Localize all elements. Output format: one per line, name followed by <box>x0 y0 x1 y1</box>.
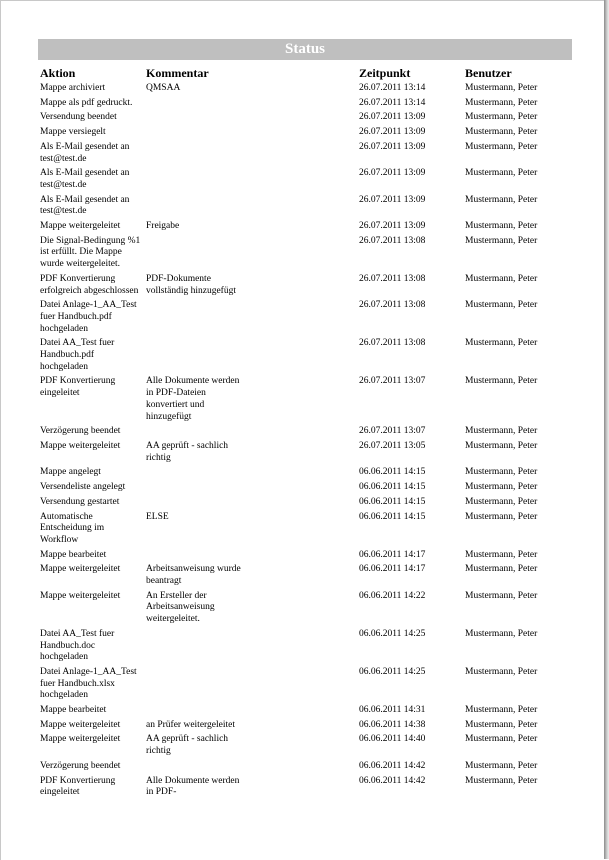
cell-zeitpunkt <box>357 774 463 800</box>
cell-benutzer <box>463 562 578 588</box>
cell-zeitpunkt-text: 26.07.2011 13:08 <box>359 273 426 284</box>
cell-aktion-text: Mappe weitergeleitet <box>40 734 121 745</box>
cell-zeitpunkt-text: 06.06.2011 14:40 <box>359 734 426 745</box>
cell-kommentar <box>144 732 357 758</box>
cell-aktion-text: Datei Anlage-1_AA_Test fuer Handbuch.pdf hochgeladen <box>40 300 137 334</box>
cell-kommentar <box>144 665 357 703</box>
table-row <box>38 480 578 495</box>
cell-benutzer-text: Mustermann, Peter <box>465 775 538 786</box>
cell-benutzer <box>463 96 578 111</box>
cell-benutzer-text: Mustermann, Peter <box>465 496 538 507</box>
cell-benutzer-text: Mustermann, Peter <box>465 112 538 123</box>
cell-benutzer-text: Mustermann, Peter <box>465 719 538 730</box>
cell-aktion-text: Mappe weitergeleitet <box>40 440 121 451</box>
cell-zeitpunkt <box>357 140 463 166</box>
cell-benutzer <box>463 81 578 96</box>
table-row <box>38 81 578 96</box>
cell-benutzer <box>463 424 578 439</box>
cell-zeitpunkt-text: 26.07.2011 13:14 <box>359 83 426 93</box>
cell-zeitpunkt-text: 06.06.2011 14:17 <box>359 549 426 560</box>
cell-aktion-text: Mappe weitergeleitet <box>40 719 121 730</box>
cell-benutzer <box>463 732 578 758</box>
cell-zeitpunkt <box>357 219 463 234</box>
cell-zeitpunkt-text: 06.06.2011 14:15 <box>359 496 426 507</box>
cell-aktion <box>38 272 144 298</box>
cell-aktion-text: Die Signal-Bedingung %1 ist erfüllt. Die Mappe wurde weitergeleitet. <box>40 235 141 270</box>
table-header-row <box>38 64 578 81</box>
cell-aktion-text: Mappe angelegt <box>40 467 101 478</box>
cell-aktion-text: PDF Konvertierung erfolgreich abgeschlossen <box>40 273 139 296</box>
table-row <box>38 219 578 234</box>
cell-aktion <box>38 548 144 563</box>
cell-zeitpunkt-text: 06.06.2011 14:25 <box>359 666 426 677</box>
cell-benutzer <box>463 465 578 480</box>
table-row <box>38 718 578 733</box>
cell-kommentar <box>144 298 357 336</box>
cell-zeitpunkt-text: 26.07.2011 13:09 <box>359 221 426 232</box>
table-row <box>38 298 578 336</box>
cell-kommentar <box>144 627 357 665</box>
cell-aktion <box>38 480 144 495</box>
cell-benutzer <box>463 627 578 665</box>
cell-benutzer-text: Mustermann, Peter <box>465 127 538 138</box>
cell-zeitpunkt-text: 26.07.2011 13:05 <box>359 440 426 451</box>
cell-aktion-text: Als E-Mail gesendet an test@test.de <box>40 141 130 164</box>
cell-zeitpunkt <box>357 703 463 718</box>
table-row <box>38 703 578 718</box>
column-header-aktion: Aktion <box>40 66 76 80</box>
column-header-kommentar: Kommentar <box>146 66 209 80</box>
table-row <box>38 424 578 439</box>
table-row <box>38 627 578 665</box>
cell-aktion-text: Mappe weitergeleitet <box>40 564 121 575</box>
cell-benutzer <box>463 110 578 125</box>
table-row <box>38 272 578 298</box>
table-row <box>38 562 578 588</box>
cell-zeitpunkt <box>357 336 463 374</box>
cell-aktion <box>38 732 144 758</box>
cell-zeitpunkt <box>357 81 463 96</box>
cell-kommentar <box>144 336 357 374</box>
cell-aktion <box>38 465 144 480</box>
cell-aktion-text: Datei AA_Test fuer Handbuch.pdf hochgeladen <box>40 338 115 372</box>
cell-kommentar <box>144 166 357 192</box>
cell-aktion <box>38 110 144 125</box>
cell-aktion-text: Mappe bearbeitet <box>40 705 107 716</box>
cell-aktion-text: Versendung beendet <box>40 112 117 123</box>
cell-benutzer-text: Mustermann, Peter <box>465 194 538 205</box>
table-row <box>38 234 578 272</box>
cell-aktion <box>38 234 144 272</box>
cell-zeitpunkt <box>357 374 463 424</box>
cell-aktion <box>38 627 144 665</box>
cell-aktion-text: Automatische Entscheidung im Workflow <box>40 511 105 545</box>
cell-aktion <box>38 510 144 548</box>
column-header-benutzer: Benutzer <box>465 66 512 80</box>
cell-benutzer-text: Mustermann, Peter <box>465 168 538 179</box>
cell-aktion <box>38 439 144 465</box>
cell-aktion <box>38 81 144 96</box>
cell-kommentar-text: Alle Dokumente werden in PDF-Dateien konvertiert und hinzugefügt <box>146 376 240 422</box>
cell-benutzer-text: Mustermann, Peter <box>465 734 538 745</box>
cell-kommentar <box>144 759 357 774</box>
cell-aktion <box>38 219 144 234</box>
cell-aktion <box>38 562 144 588</box>
cell-aktion <box>38 665 144 703</box>
table-row <box>38 193 578 219</box>
cell-benutzer-text: Mustermann, Peter <box>465 97 538 108</box>
cell-benutzer <box>463 374 578 424</box>
cell-aktion <box>38 96 144 111</box>
cell-benutzer-text: Mustermann, Peter <box>465 376 538 387</box>
cell-aktion <box>38 125 144 140</box>
cell-kommentar-text: An Ersteller der Arbeitsanweisung weitergeleitet. <box>146 590 215 625</box>
cell-aktion <box>38 193 144 219</box>
cell-aktion-text: Mappe archiviert <box>40 83 106 93</box>
cell-zeitpunkt <box>357 548 463 563</box>
cell-benutzer-text: Mustermann, Peter <box>465 511 538 522</box>
cell-aktion <box>38 703 144 718</box>
cell-zeitpunkt <box>357 665 463 703</box>
cell-zeitpunkt-text: 06.06.2011 14:15 <box>359 511 426 522</box>
cell-benutzer <box>463 759 578 774</box>
cell-kommentar-text: ELSE <box>146 511 169 522</box>
cell-benutzer <box>463 166 578 192</box>
cell-benutzer-text: Mustermann, Peter <box>465 590 538 601</box>
cell-benutzer <box>463 495 578 510</box>
cell-zeitpunkt <box>357 424 463 439</box>
cell-kommentar-text: an Prüfer weitergeleitet <box>146 719 235 730</box>
cell-zeitpunkt <box>357 125 463 140</box>
cell-zeitpunkt <box>357 193 463 219</box>
cell-aktion-text: Versendeliste angelegt <box>40 482 126 493</box>
cell-benutzer <box>463 140 578 166</box>
cell-benutzer <box>463 589 578 627</box>
cell-benutzer-text: Mustermann, Peter <box>465 482 538 493</box>
cell-zeitpunkt-text: 06.06.2011 14:31 <box>359 705 426 716</box>
table-row <box>38 166 578 192</box>
cell-zeitpunkt <box>357 166 463 192</box>
cell-zeitpunkt <box>357 96 463 111</box>
cell-aktion <box>38 374 144 424</box>
cell-kommentar-text: PDF-Dokumente vollständig hinzugefügt <box>146 273 236 296</box>
cell-kommentar-text: AA geprüft - sachlich richtig <box>146 440 229 463</box>
cell-benutzer-text: Mustermann, Peter <box>465 83 538 93</box>
cell-zeitpunkt-text: 26.07.2011 13:07 <box>359 426 426 437</box>
cell-kommentar <box>144 718 357 733</box>
column-header-zeitpunkt: Zeitpunkt <box>359 66 411 80</box>
cell-zeitpunkt-text: 26.07.2011 13:08 <box>359 338 426 349</box>
cell-kommentar <box>144 272 357 298</box>
cell-benutzer-text: Mustermann, Peter <box>465 426 538 437</box>
cell-benutzer-text: Mustermann, Peter <box>465 549 538 560</box>
cell-benutzer <box>463 718 578 733</box>
cell-zeitpunkt-text: 06.06.2011 14:42 <box>359 760 426 771</box>
cell-zeitpunkt-text: 06.06.2011 14:15 <box>359 482 426 493</box>
cell-kommentar <box>144 439 357 465</box>
cell-benutzer <box>463 298 578 336</box>
table-row <box>38 759 578 774</box>
cell-zeitpunkt-text: 26.07.2011 13:09 <box>359 194 426 205</box>
cell-zeitpunkt-text: 26.07.2011 13:08 <box>359 235 426 246</box>
cell-zeitpunkt-text: 06.06.2011 14:17 <box>359 564 426 575</box>
cell-zeitpunkt-text: 26.07.2011 13:09 <box>359 168 426 179</box>
cell-zeitpunkt-text: 06.06.2011 14:38 <box>359 719 426 730</box>
cell-kommentar <box>144 424 357 439</box>
cell-zeitpunkt <box>357 298 463 336</box>
cell-zeitpunkt <box>357 759 463 774</box>
cell-zeitpunkt <box>357 732 463 758</box>
cell-aktion-text: Versendung gestartet <box>40 496 120 507</box>
cell-kommentar <box>144 219 357 234</box>
table-row <box>38 732 578 758</box>
cell-aktion-text: Datei Anlage-1_AA_Test fuer Handbuch.xlsx hochgeladen <box>40 666 137 701</box>
cell-benutzer-text: Mustermann, Peter <box>465 467 538 478</box>
table-row <box>38 125 578 140</box>
cell-aktion-text: Datei AA_Test fuer Handbuch.doc hochgeladen <box>40 628 115 663</box>
page-shadow <box>604 0 609 859</box>
cell-kommentar <box>144 774 357 800</box>
cell-benutzer-text: Mustermann, Peter <box>465 273 538 284</box>
table-row <box>38 374 578 424</box>
cell-benutzer-text: Mustermann, Peter <box>465 666 538 677</box>
cell-zeitpunkt-text: 26.07.2011 13:14 <box>359 97 426 108</box>
cell-benutzer <box>463 480 578 495</box>
cell-aktion-text: Mappe als pdf gedruckt. <box>40 97 133 108</box>
cell-benutzer <box>463 219 578 234</box>
cell-aktion-text: Als E-Mail gesendet an test@test.de <box>40 168 130 190</box>
cell-kommentar <box>144 465 357 480</box>
cell-benutzer <box>463 510 578 548</box>
cell-zeitpunkt <box>357 439 463 465</box>
cell-zeitpunkt-text: 06.06.2011 14:25 <box>359 628 426 639</box>
cell-aktion-text: PDF Konvertierung eingeleitet <box>40 775 116 798</box>
cell-zeitpunkt <box>357 110 463 125</box>
cell-benutzer <box>463 272 578 298</box>
cell-kommentar <box>144 96 357 111</box>
cell-benutzer-text: Mustermann, Peter <box>465 235 538 246</box>
cell-kommentar-text: Alle Dokumente werden in PDF- <box>146 775 240 798</box>
cell-benutzer-text: Mustermann, Peter <box>465 628 538 639</box>
cell-benutzer-text: Mustermann, Peter <box>465 760 538 771</box>
cell-benutzer <box>463 703 578 718</box>
cell-kommentar <box>144 81 357 96</box>
cell-kommentar <box>144 234 357 272</box>
cell-aktion <box>38 298 144 336</box>
cell-benutzer-text: Mustermann, Peter <box>465 141 538 152</box>
table-row <box>38 495 578 510</box>
cell-benutzer <box>463 439 578 465</box>
cell-benutzer <box>463 336 578 374</box>
cell-zeitpunkt <box>357 465 463 480</box>
cell-zeitpunkt-text: 26.07.2011 13:09 <box>359 141 426 152</box>
cell-kommentar <box>144 703 357 718</box>
cell-zeitpunkt-text: 06.06.2011 14:42 <box>359 775 426 786</box>
table-row <box>38 465 578 480</box>
cell-zeitpunkt <box>357 495 463 510</box>
cell-aktion <box>38 336 144 374</box>
status-title-bar: Status <box>38 39 572 60</box>
cell-aktion <box>38 759 144 774</box>
cell-kommentar-text: QMSAA <box>146 83 181 93</box>
cell-aktion-text: Mappe versiegelt <box>40 127 106 138</box>
table-row <box>38 548 578 563</box>
cell-aktion <box>38 140 144 166</box>
table-row <box>38 439 578 465</box>
table-row <box>38 336 578 374</box>
cell-benutzer-text: Mustermann, Peter <box>465 300 538 311</box>
cell-aktion <box>38 774 144 800</box>
cell-benutzer <box>463 234 578 272</box>
cell-zeitpunkt <box>357 480 463 495</box>
cell-benutzer-text: Mustermann, Peter <box>465 705 538 716</box>
cell-benutzer-text: Mustermann, Peter <box>465 338 538 349</box>
status-log-table <box>38 64 578 800</box>
cell-zeitpunkt <box>357 510 463 548</box>
cell-aktion-text: Mappe bearbeitet <box>40 549 107 560</box>
cell-kommentar <box>144 140 357 166</box>
cell-benutzer <box>463 193 578 219</box>
cell-aktion <box>38 495 144 510</box>
cell-aktion <box>38 589 144 627</box>
cell-zeitpunkt <box>357 718 463 733</box>
cell-aktion-text: Verzögerung beendet <box>40 760 121 771</box>
cell-zeitpunkt <box>357 562 463 588</box>
cell-benutzer <box>463 774 578 800</box>
cell-benutzer <box>463 665 578 703</box>
cell-benutzer-text: Mustermann, Peter <box>465 440 538 451</box>
cell-kommentar-text: Arbeitsanweisung wurde beantragt <box>146 564 241 587</box>
table-row <box>38 589 578 627</box>
cell-zeitpunkt <box>357 589 463 627</box>
cell-kommentar <box>144 510 357 548</box>
cell-zeitpunkt-text: 26.07.2011 13:08 <box>359 300 426 311</box>
cell-kommentar <box>144 548 357 563</box>
cell-kommentar <box>144 562 357 588</box>
table-row <box>38 774 578 800</box>
cell-kommentar <box>144 110 357 125</box>
cell-kommentar <box>144 125 357 140</box>
cell-zeitpunkt-text: 26.07.2011 13:09 <box>359 112 426 123</box>
cell-aktion <box>38 424 144 439</box>
cell-benutzer-text: Mustermann, Peter <box>465 221 538 232</box>
table-row <box>38 510 578 548</box>
cell-benutzer <box>463 125 578 140</box>
table-row <box>38 140 578 166</box>
cell-zeitpunkt <box>357 627 463 665</box>
cell-aktion-text: PDF Konvertierung eingeleitet <box>40 376 116 399</box>
cell-aktion <box>38 718 144 733</box>
cell-benutzer-text: Mustermann, Peter <box>465 564 538 575</box>
cell-aktion <box>38 166 144 192</box>
table-row <box>38 110 578 125</box>
cell-aktion-text: Verzögerung beendet <box>40 426 121 437</box>
cell-kommentar <box>144 495 357 510</box>
status-log-body <box>38 81 578 800</box>
cell-aktion-text: Mappe weitergeleitet <box>40 221 121 232</box>
cell-kommentar <box>144 480 357 495</box>
cell-aktion-text: Als E-Mail gesendet an test@test.de <box>40 194 130 217</box>
cell-kommentar <box>144 193 357 219</box>
cell-aktion-text: Mappe weitergeleitet <box>40 590 121 601</box>
cell-benutzer <box>463 548 578 563</box>
cell-zeitpunkt <box>357 272 463 298</box>
table-row <box>38 96 578 111</box>
cell-zeitpunkt-text: 26.07.2011 13:09 <box>359 127 426 138</box>
cell-zeitpunkt <box>357 234 463 272</box>
cell-zeitpunkt-text: 06.06.2011 14:22 <box>359 590 426 601</box>
table-row <box>38 665 578 703</box>
cell-kommentar-text: Freigabe <box>146 221 180 232</box>
cell-kommentar <box>144 589 357 627</box>
cell-zeitpunkt-text: 26.07.2011 13:07 <box>359 376 426 387</box>
cell-zeitpunkt-text: 06.06.2011 14:15 <box>359 467 426 478</box>
cell-kommentar <box>144 374 357 424</box>
cell-kommentar-text: AA geprüft - sachlich richtig <box>146 734 229 757</box>
